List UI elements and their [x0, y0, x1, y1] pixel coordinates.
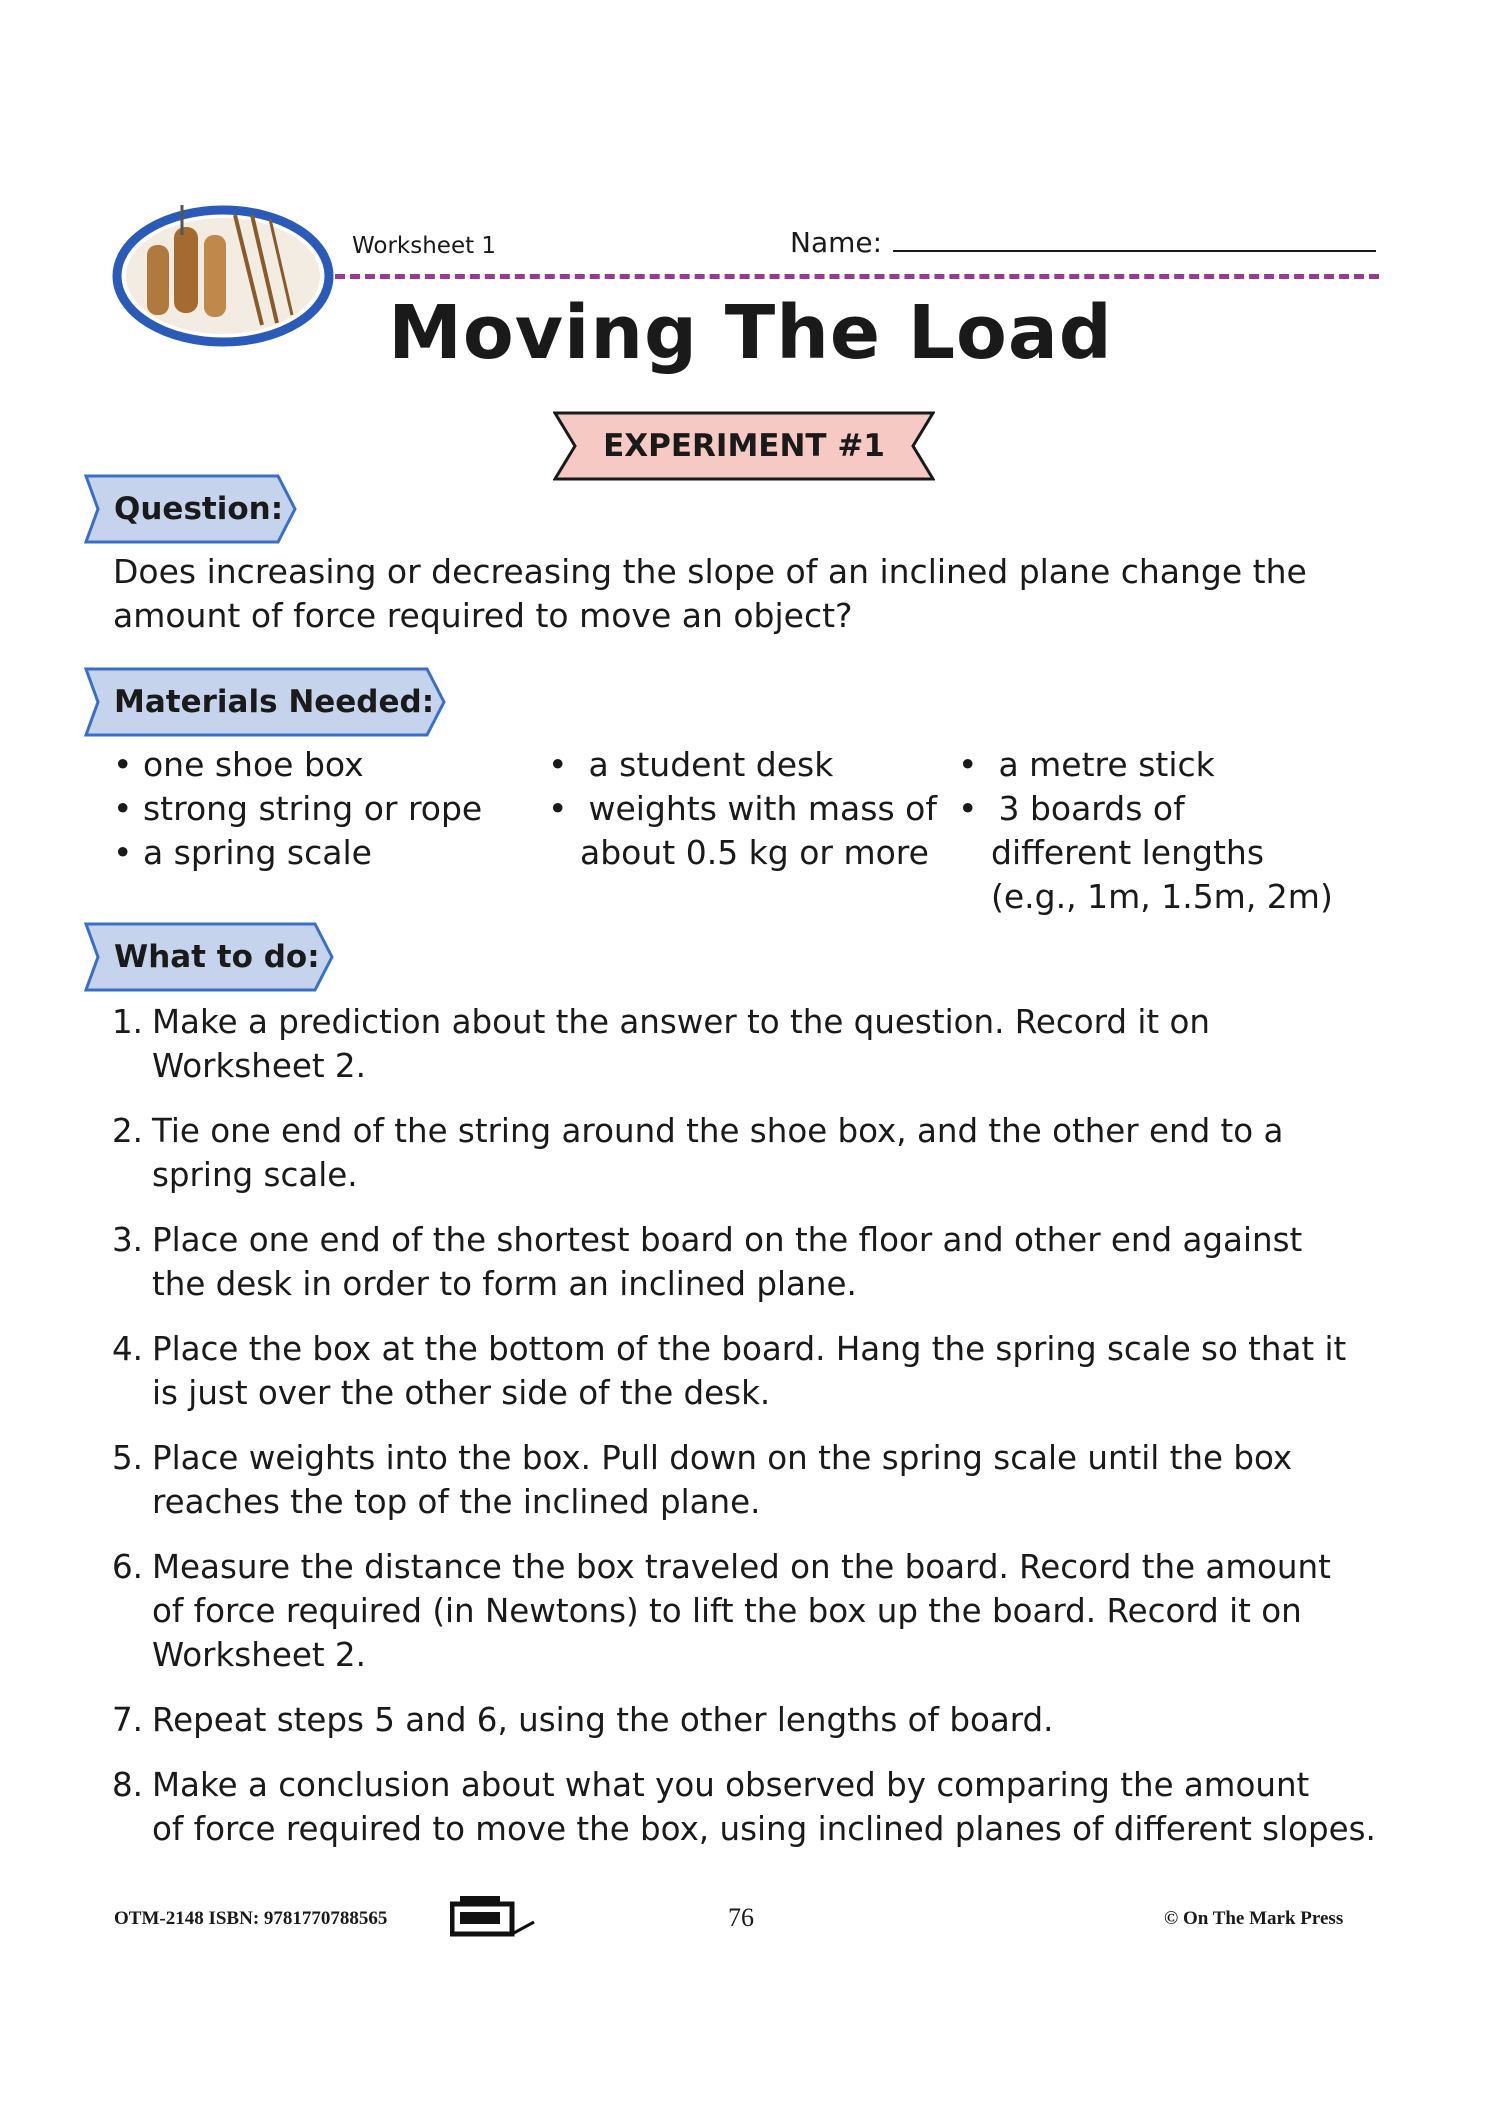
question-heading: Question: — [114, 491, 284, 527]
page-title-text: Moving The Load — [388, 290, 1113, 376]
material-item: • strong string or rope — [113, 789, 483, 828]
what-to-do-heading: What to do: — [114, 939, 320, 975]
step-4: 4. Place the box at the bottom of the board. Hang the spring scale so that it is just over the other side of the desk. — [112, 1330, 1347, 1412]
material-item-continued: about 0.5 kg or more — [580, 833, 929, 872]
footer-isbn: OTM-2148 ISBN: 9781770788565 — [114, 1908, 388, 1929]
material-item-continued: (e.g., 1m, 1.5m, 2m) — [991, 877, 1333, 916]
question-text-line-1: Does increasing or decreasing the slope of an inclined plane change the — [113, 552, 1307, 591]
printer-icon — [450, 1894, 536, 1938]
page-number: 76 — [728, 1903, 754, 1932]
material-item: • a metre stick — [958, 745, 1215, 784]
material-item: • a student desk — [548, 745, 834, 784]
step-1: 1. Make a prediction about the answer to the question. Record it on Worksheet 2. — [112, 1003, 1210, 1085]
page-title — [0, 290, 1489, 376]
question-text-line-2: amount of force required to move an object? — [113, 596, 853, 635]
material-item: • a spring scale — [113, 833, 372, 872]
material-item: • weights with mass of — [548, 789, 937, 828]
copyright: © On The Mark Press — [1164, 1908, 1344, 1929]
step-6: 6. Measure the distance the box traveled on the board. Record the amount of force required (in Newtons) to lift the box up the board. Record it on Worksheet 2. — [112, 1548, 1331, 1674]
materials-heading: Materials Needed: — [114, 684, 435, 720]
material-item-continued: different lengths — [991, 833, 1265, 872]
step-5: 5. Place weights into the box. Pull down on the spring scale until the box reaches the top of the inclined plane. — [112, 1439, 1293, 1521]
step-8: 8. Make a conclusion about what you observed by comparing the amount of force required to move the box, using inclined planes of different slopes. — [112, 1766, 1376, 1848]
name-label: Name: — [790, 226, 883, 259]
material-item: • 3 boards of — [958, 789, 1185, 828]
name-field-line[interactable] — [893, 250, 1376, 252]
experiment-label: EXPERIMENT #1 — [603, 428, 885, 464]
step-7: 7. Repeat steps 5 and 6, using the other lengths of board. — [112, 1701, 1054, 1739]
worksheet-label: Worksheet 1 — [352, 233, 497, 259]
material-item: • one shoe box — [113, 745, 364, 784]
step-3: 3. Place one end of the shortest board on the floor and other end against the desk in order to form an inclined plane. — [112, 1221, 1303, 1303]
step-2: 2. Tie one end of the string around the shoe box, and the other end to a spring scale. — [112, 1112, 1284, 1194]
dashed-divider — [335, 274, 1379, 279]
